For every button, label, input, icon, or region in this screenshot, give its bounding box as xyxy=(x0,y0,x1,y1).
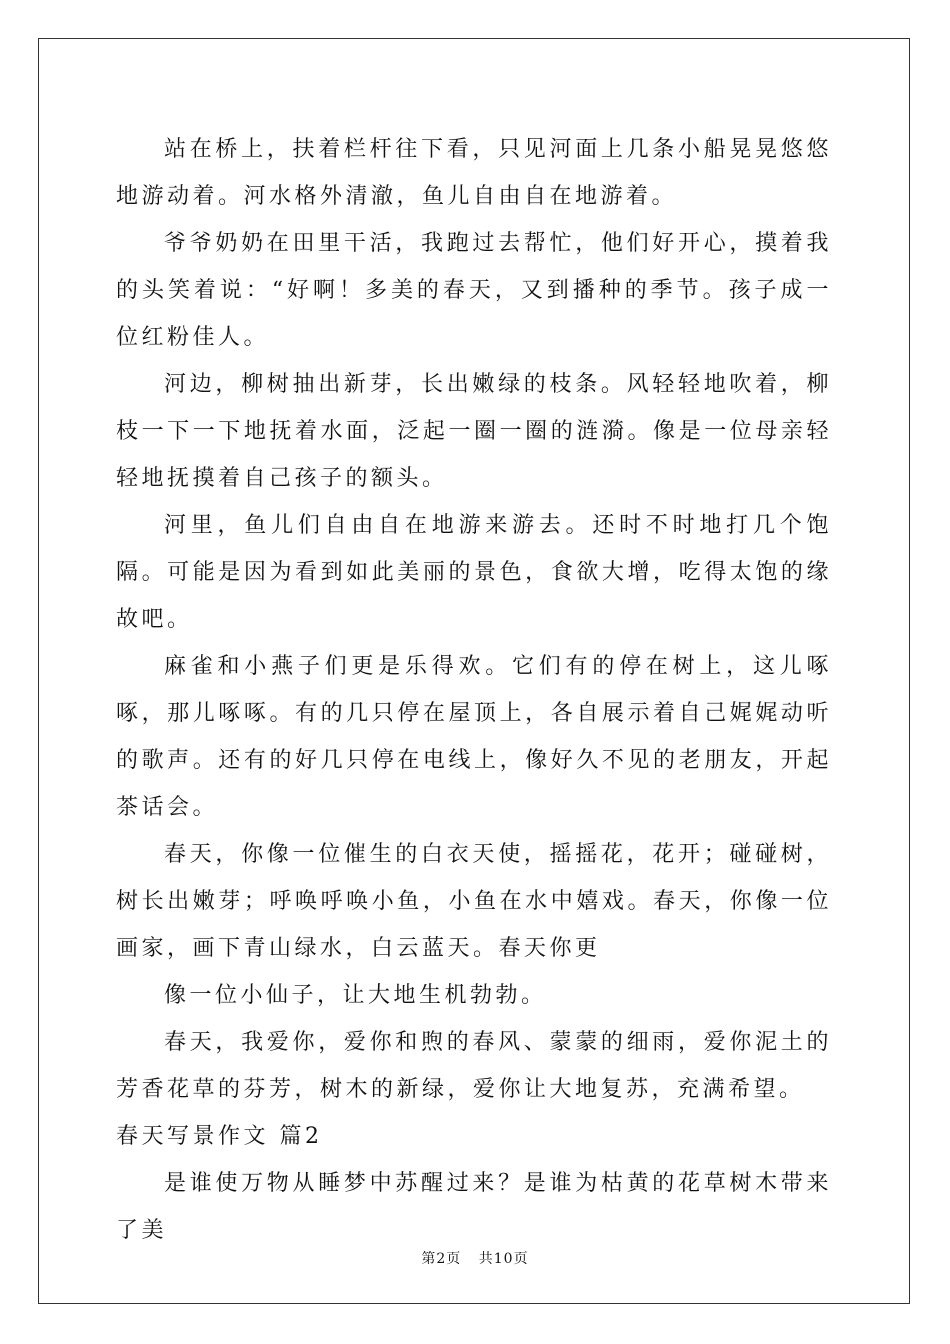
section-heading: 春天写景作文 篇2 xyxy=(116,1124,323,1149)
paragraph: 站在桥上，扶着栏杆往下看，只见河面上几条小船晃晃悠悠地游动着。河水格外清澈，鱼儿自由自在地游着。 xyxy=(116,137,832,209)
page-footer xyxy=(0,1248,950,1268)
document-body xyxy=(116,126,832,1254)
paragraph: 河边，柳树抽出新芽，长出嫩绿的枝条。风轻轻地吹着，柳枝一下一下地抚着水面，泛起一圈一圈的涟漪。像是一位母亲轻轻地抚摸着自己孩子的额头。 xyxy=(116,372,832,491)
paragraph: 春天，我爱你，爱你和煦的春风、蒙蒙的细雨，爱你泥土的芳香花草的芬芳，树木的新绿，爱你让大地复苏，充满希望。 xyxy=(116,1030,832,1102)
page-total: 共10页 xyxy=(478,1251,529,1267)
page-number: 第2页 xyxy=(421,1251,462,1267)
paragraph: 是谁使万物从睡梦中苏醒过来？是谁为枯黄的花草树木带来了美 xyxy=(116,1171,832,1243)
paragraph: 像一位小仙子，让大地生机勃勃。 xyxy=(164,983,547,1008)
paragraph: 麻雀和小燕子们更是乐得欢。它们有的停在树上，这儿啄啄，那儿啄啄。有的几只停在屋顶上，各自展示着自己娓娓动听的歌声。还有的好几只停在电线上，像好久不见的老朋友，开起茶话会。 xyxy=(116,654,832,820)
paragraph: 爷爷奶奶在田里干活，我跑过去帮忙，他们好开心，摸着我的头笑着说：“好啊！多美的春天，又到播种的季节。孩子成一位红粉佳人。 xyxy=(116,231,832,350)
paragraph: 河里，鱼儿们自由自在地游来游去。还时不时地打几个饱隔。可能是因为看到如此美丽的景色，食欲大增，吃得太饱的缘故吧。 xyxy=(116,513,832,632)
paragraph: 春天，你像一位催生的白衣天使，摇摇花，花开；碰碰树，树长出嫩芽；呼唤呼唤小鱼，小鱼在水中嬉戏。春天，你像一位画家，画下青山绿水，白云蓝天。春天你更 xyxy=(116,842,832,961)
